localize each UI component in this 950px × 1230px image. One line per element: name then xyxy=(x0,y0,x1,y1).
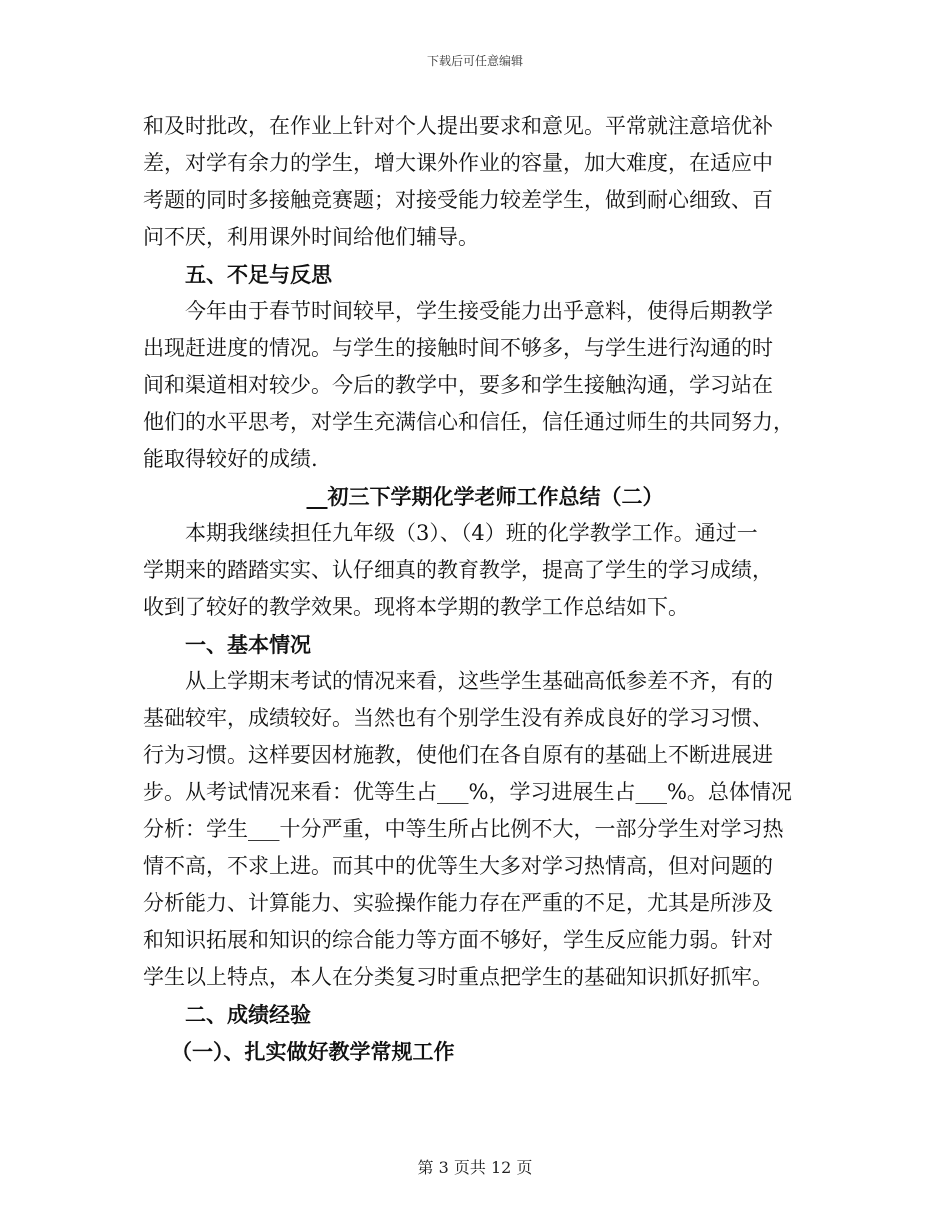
body-line: 能取得较好的成绩. xyxy=(143,447,318,471)
body-line: 分析能力、计算能力、实验操作能力存在严重的不足，尤其是所涉及 xyxy=(143,891,773,915)
document-title: __初三下学期化学老师工作总结（二） xyxy=(306,484,664,509)
body-line: 基础较牢，成绩较好。当然也有个别学生没有养成良好的学习习惯、 xyxy=(143,706,773,730)
section-heading-experience: 二、成绩经验 xyxy=(185,1002,311,1027)
body-line: 情不高，不求上进。而其中的优等生大多对学习热情高，但对问题的 xyxy=(143,854,773,878)
body-line: 出现赶进度的情况。与学生的接触时间不够多，与学生进行沟通的时 xyxy=(143,336,773,360)
page-number-footer: 第 3 页共 12 页 xyxy=(417,1158,533,1177)
body-line: 本期我继续担任九年级（3）、（4）班的化学教学工作。通过一 xyxy=(185,521,758,545)
body-line: 步。从考试情况来看：优等生占___%，学习进展生占___%。总体情况 xyxy=(143,780,792,804)
body-line: 和知识拓展和知识的综合能力等方面不够好，学生反应能力弱。针对 xyxy=(143,928,773,952)
body-line: 今年由于春节时间较早，学生接受能力出乎意料，使得后期教学 xyxy=(185,299,773,323)
body-line: 和及时批改，在作业上针对个人提出要求和意见。平常就注意培优补 xyxy=(143,114,773,138)
body-line: 考题的同时多接触竞赛题；对接受能力较差学生，做到耐心细致、百 xyxy=(143,188,773,212)
section-heading-deficiencies: 五、不足与反思 xyxy=(185,262,332,287)
body-line: 分析：学生___十分严重，中等生所占比例不大，一部分学生对学习热 xyxy=(143,817,784,841)
subsection-heading-routine-work: （一）、扎实做好教学常规工作 xyxy=(171,1039,455,1064)
page-header-note: 下载后可任意编辑 xyxy=(426,54,523,68)
body-line: 他们的水平思考，对学生充满信心和信任，信任通过师生的共同努力， xyxy=(143,410,794,434)
body-line: 学生以上特点，本人在分类复习时重点把学生的基础知识抓好抓牢。 xyxy=(143,965,773,989)
body-line: 学期来的踏踏实实、认仔细真的教育教学，提高了学生的学习成绩， xyxy=(143,558,773,582)
section-heading-basic-situation: 一、基本情况 xyxy=(185,632,311,657)
body-line: 差，对学有余力的学生，增大课外作业的容量，加大难度，在适应中 xyxy=(143,151,773,175)
body-line: 行为习惯。这样要因材施教，使他们在各自原有的基础上不断进展进 xyxy=(143,743,773,767)
body-line: 从上学期末考试的情况来看，这些学生基础高低参差不齐，有的 xyxy=(185,669,773,693)
document-body xyxy=(143,108,807,1070)
body-line: 问不厌，利用课外时间给他们辅导。 xyxy=(143,225,479,249)
body-line: 收到了较好的教学效果。现将本学期的教学工作总结如下。 xyxy=(143,595,689,619)
body-line: 间和渠道相对较少。今后的教学中，要多和学生接触沟通，学习站在 xyxy=(143,373,773,397)
